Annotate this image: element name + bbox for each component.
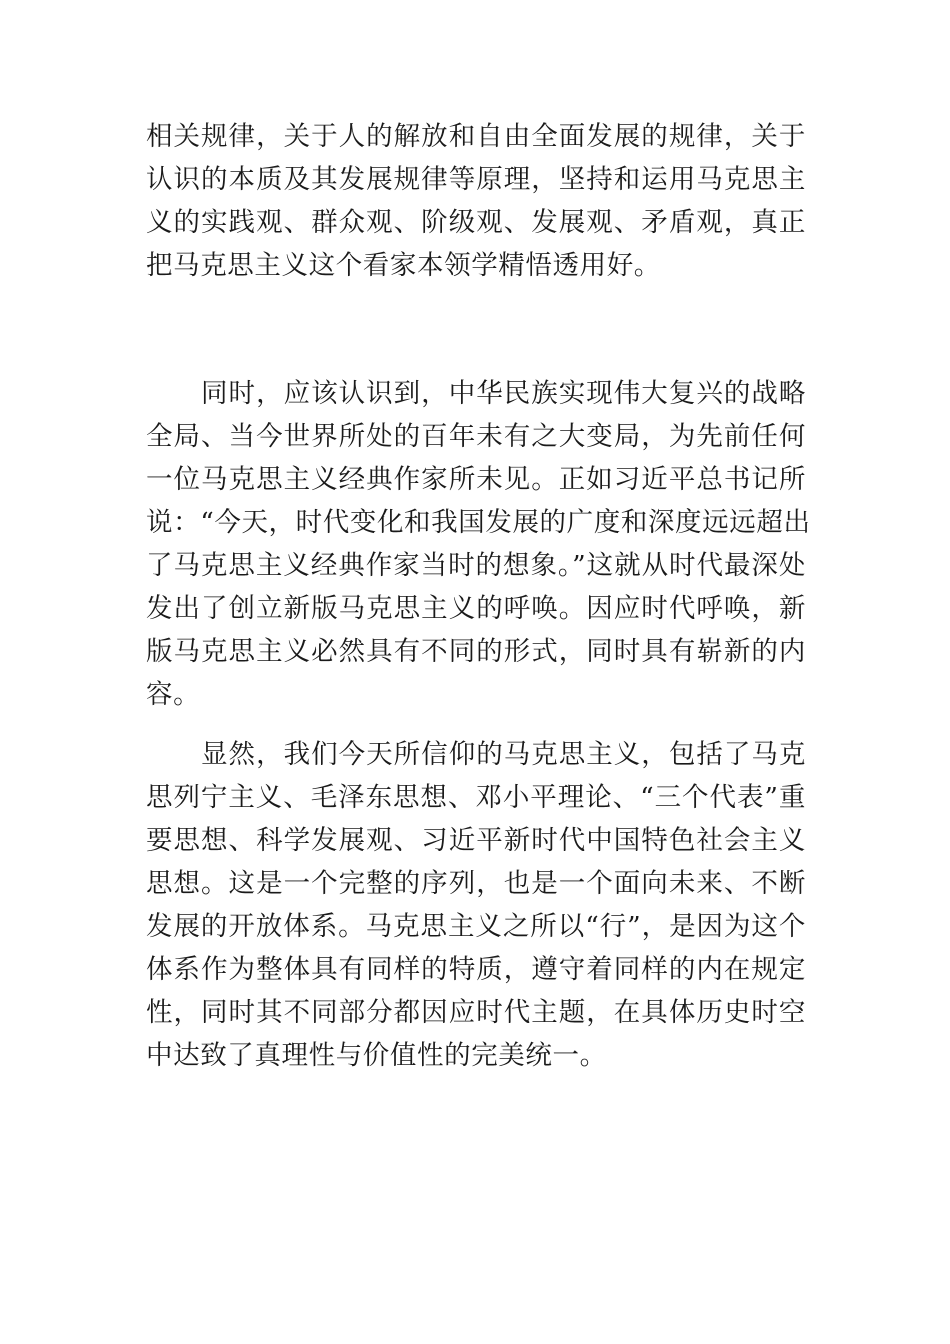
- paragraph-1: [146, 115, 806, 287]
- text-line: 体系作为整体具有同样的特质，遵守着同样的内在规定: [146, 954, 806, 985]
- text-line: 发展的开放体系。马克思主义之所以“行”，是因为这个: [146, 911, 806, 942]
- text-line: 说：“今天，时代变化和我国发展的广度和深度远远超出: [146, 507, 811, 538]
- text-line: 义的实践观、群众观、阶级观、发展观、矛盾观，真正: [146, 207, 806, 238]
- text-line: 思列宁主义、毛泽东思想、邓小平理论、“三个代表”重: [146, 782, 806, 813]
- text-line: 全局、当今世界所处的百年未有之大变局，为先前任何: [146, 421, 806, 452]
- text-line: 发出了创立新版马克思主义的呼唤。因应时代呼唤，新: [146, 593, 806, 624]
- text-line: 一位马克思主义经典作家所未见。正如习近平总书记所: [146, 464, 806, 495]
- text-line: 把马克思主义这个看家本领学精悟透用好。: [146, 250, 661, 281]
- text-line: 同时，应该认识到，中华民族实现伟大复兴的战略: [146, 378, 806, 409]
- text-line: 显然，我们今天所信仰的马克思主义，包括了马克: [146, 739, 806, 770]
- text-line: 容。: [146, 679, 201, 710]
- text-line: 了马克思主义经典作家当时的想象。”这就从时代最深处: [146, 550, 806, 581]
- text-line: 性，同时其不同部分都因应时代主题，在具体历史时空: [146, 997, 806, 1028]
- text-line: 要思想、科学发展观、习近平新时代中国特色社会主义: [146, 825, 806, 856]
- paragraph-2: [146, 372, 811, 716]
- text-line: 认识的本质及其发展规律等原理，坚持和运用马克思主: [146, 164, 806, 195]
- text-line: 思想。这是一个完整的序列，也是一个面向未来、不断: [146, 868, 806, 899]
- text-line: 中达致了真理性与价值性的完美统一。: [146, 1040, 607, 1071]
- paragraph-3: [146, 733, 806, 1077]
- text-line: 相关规律，关于人的解放和自由全面发展的规律，关于: [146, 121, 806, 152]
- text-line: 版马克思主义必然具有不同的形式，同时具有崭新的内: [146, 636, 806, 667]
